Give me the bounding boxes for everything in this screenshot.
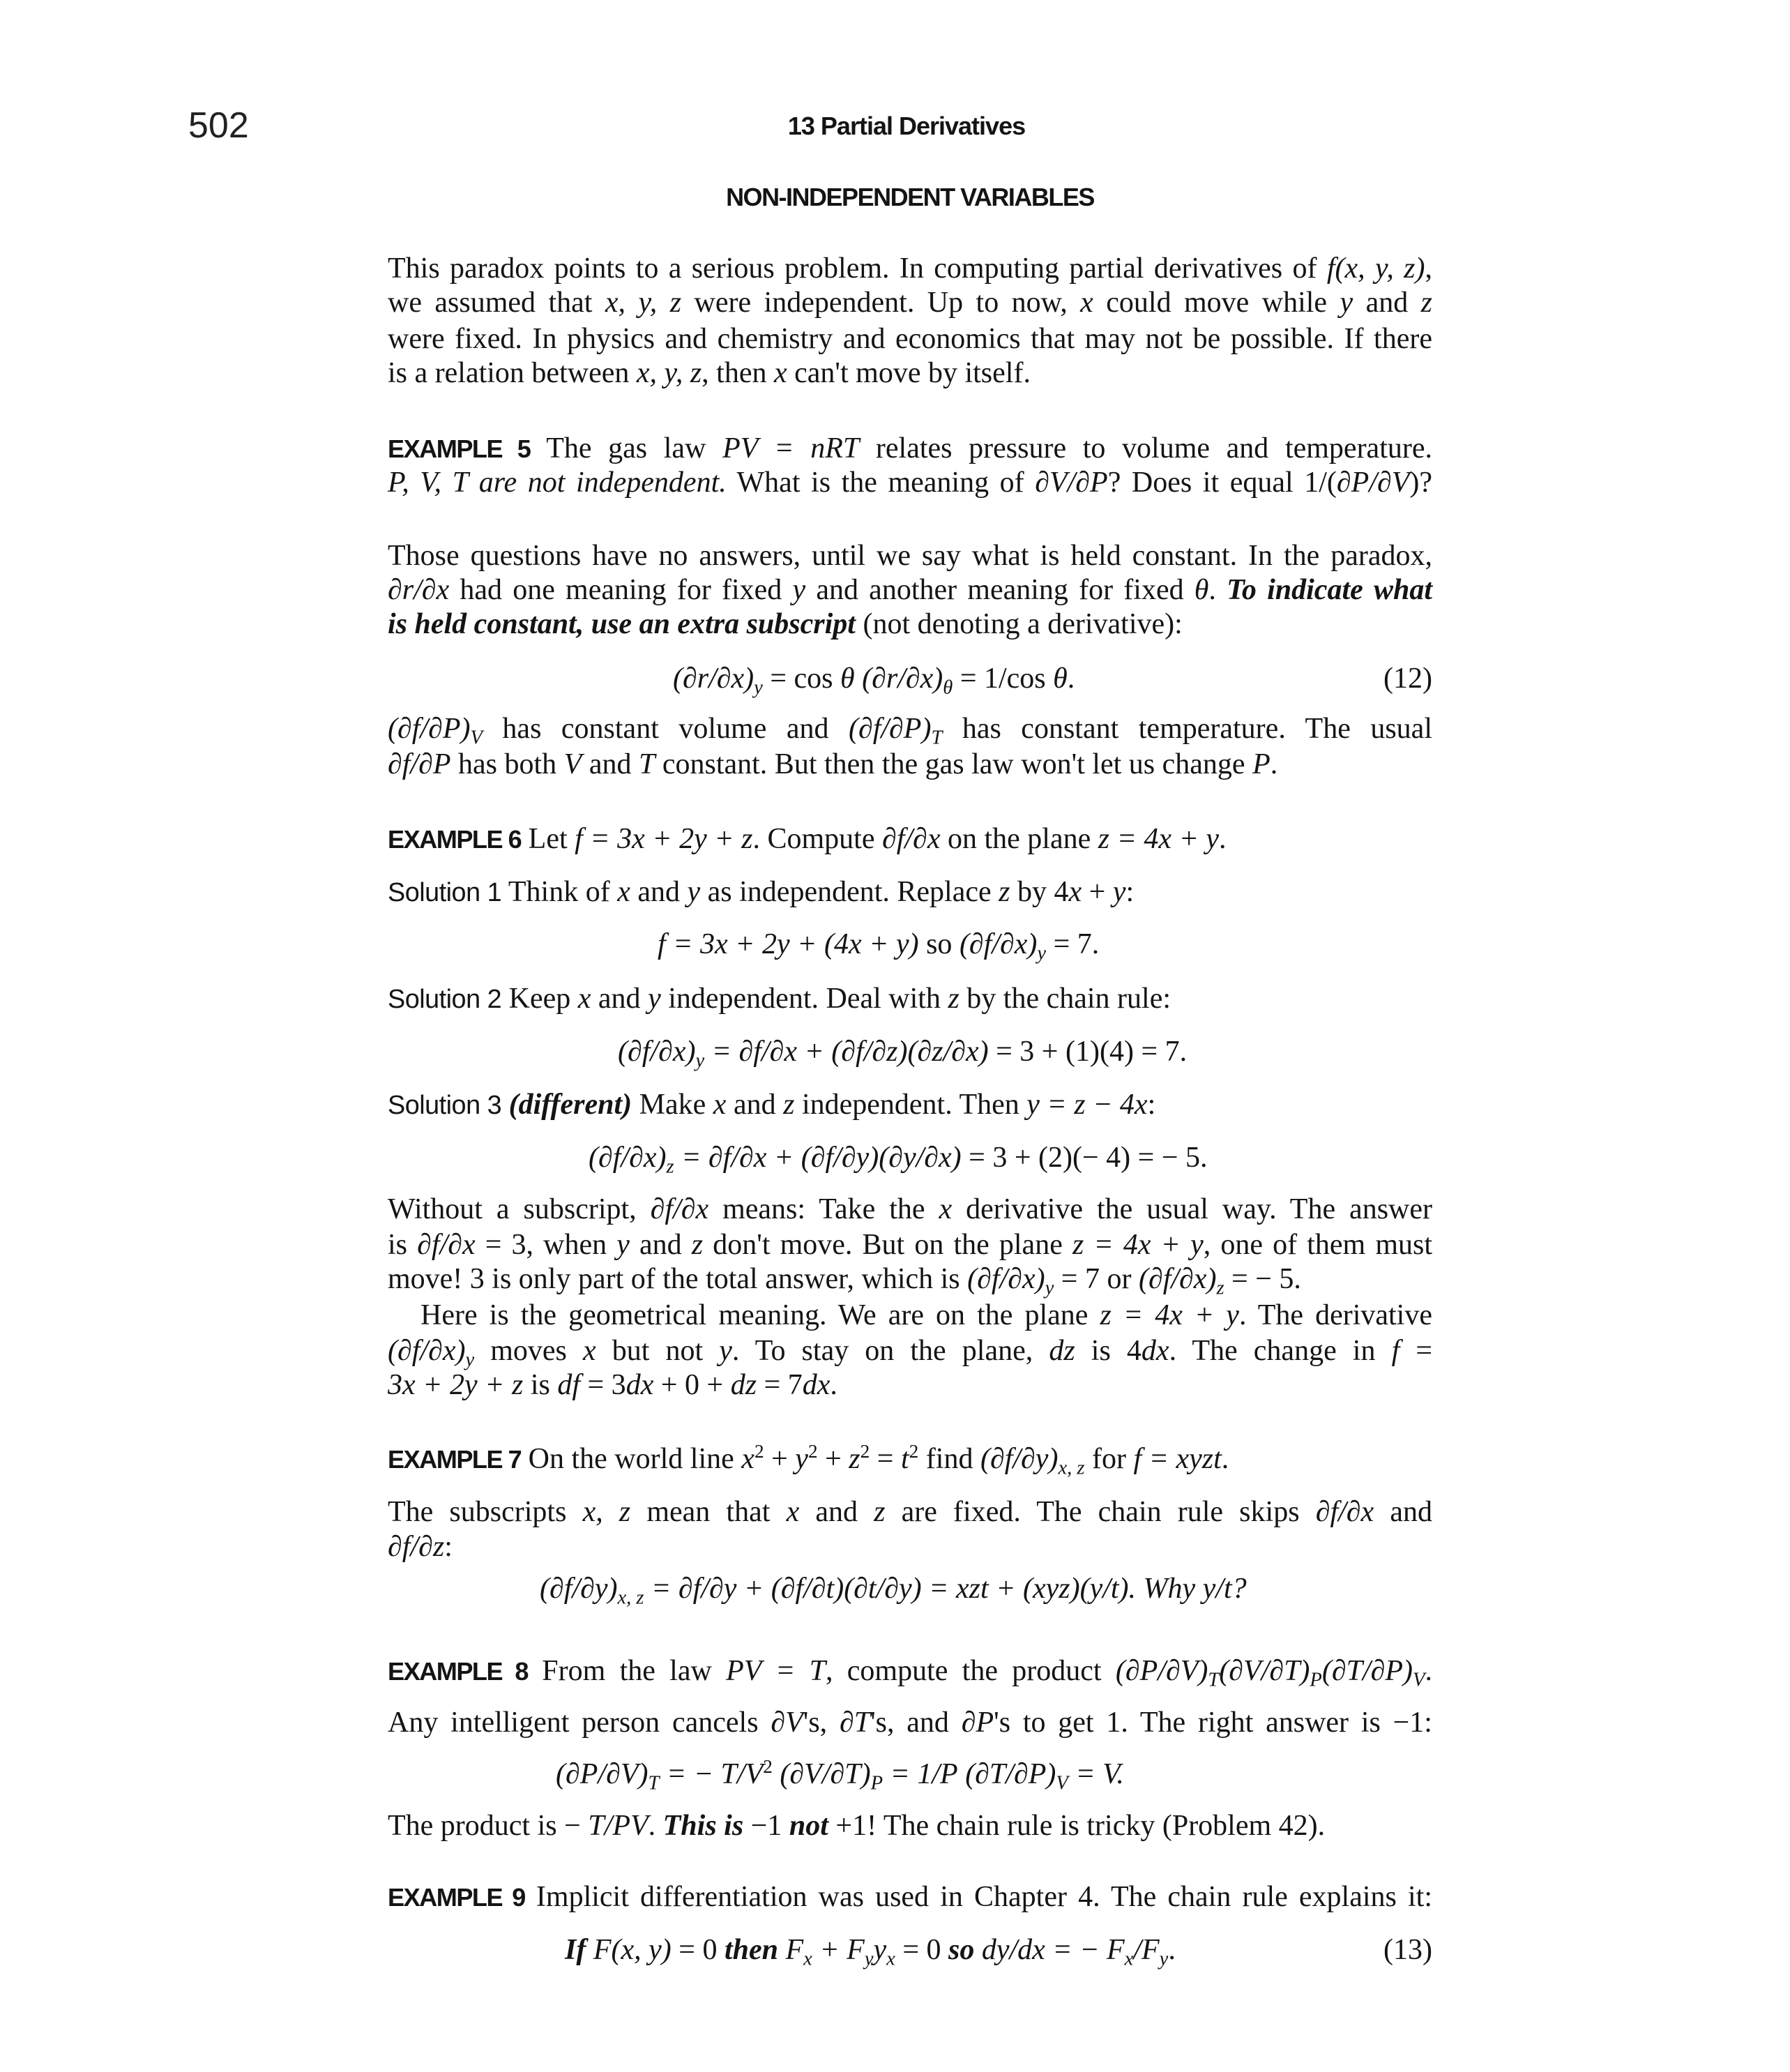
text-span: = V. xyxy=(1068,1758,1124,1790)
text-line xyxy=(388,1879,1432,1915)
text-line xyxy=(388,1367,1432,1403)
text-span: z = 4x + y xyxy=(1072,1229,1204,1261)
text-line xyxy=(388,464,1432,501)
text-line xyxy=(388,538,1432,574)
text-span: 3x + 2y + z xyxy=(388,1369,524,1401)
text-span: /F xyxy=(1133,1934,1160,1966)
text-span: dz xyxy=(730,1369,757,1401)
text-span: ∂T xyxy=(839,1707,871,1739)
text-span: z xyxy=(1420,287,1433,319)
text-span: +1! The chain rule is tricky (Problem 42). xyxy=(828,1810,1326,1842)
text-span: and xyxy=(726,1089,784,1121)
text-span: = 3 + (2)(− 4) = − 5. xyxy=(961,1142,1208,1174)
text-span: find xyxy=(918,1443,980,1475)
text-span: is a relation between xyxy=(388,357,637,389)
text-span: z xyxy=(1216,1277,1224,1299)
text-span: z xyxy=(874,1496,886,1528)
text-span: . The change in xyxy=(1169,1335,1392,1367)
text-span: Make xyxy=(632,1089,713,1121)
text-span: = 1/cos xyxy=(953,663,1054,695)
text-span: x xyxy=(786,1496,800,1528)
text-span: If xyxy=(565,1934,586,1966)
section-title: NON-INDEPENDENT VARIABLES xyxy=(726,183,1094,211)
text-span: Without a subscript, xyxy=(388,1193,651,1225)
text-span: + xyxy=(817,1443,849,1475)
text-span: (∂P/∂V) xyxy=(1115,1655,1208,1687)
text-span: ∂f/∂x xyxy=(417,1229,476,1261)
text-span: θ xyxy=(840,663,855,695)
text-span: = 0 xyxy=(895,1934,948,1966)
text-span: dx xyxy=(802,1369,830,1401)
equation-line xyxy=(565,1932,1176,1968)
text-line xyxy=(388,1227,1432,1263)
text-span: z xyxy=(999,876,1010,908)
text-span: x xyxy=(713,1089,727,1121)
text-span: (∂r/∂x) xyxy=(673,663,754,695)
text-span: T xyxy=(1208,1669,1220,1691)
text-span: y xyxy=(1045,1277,1054,1299)
text-span: z xyxy=(849,1443,860,1475)
text-span: dx xyxy=(625,1369,654,1401)
text-span: is 4 xyxy=(1075,1335,1141,1367)
text-span xyxy=(958,1758,966,1790)
text-span: independent. Deal with xyxy=(660,983,948,1015)
text-span: T xyxy=(931,727,943,749)
text-span: but not xyxy=(596,1335,720,1367)
text-span: (∂V/∂T) xyxy=(1219,1655,1310,1687)
text-span: (∂f/∂x) xyxy=(967,1263,1045,1295)
text-span: PV = T xyxy=(726,1655,826,1687)
text-span: PV = nRT xyxy=(722,432,860,464)
text-span: constant. But then the gas law won't let us change xyxy=(655,748,1253,780)
text-span: (∂T/∂P) xyxy=(965,1758,1056,1790)
text-span: and another meaning for fixed xyxy=(805,574,1194,606)
text-span: Implicit differentiation was used in Chapter 4. The chain rule explains it: xyxy=(524,1881,1432,1913)
text-span: y xyxy=(1112,876,1126,908)
text-span: )? xyxy=(1409,467,1432,499)
text-span: ∂f/∂x xyxy=(650,1193,709,1225)
text-span: dx xyxy=(1141,1335,1169,1367)
text-span: 's, xyxy=(803,1707,840,1739)
text-span: P xyxy=(870,1772,883,1794)
text-span: . xyxy=(648,1810,663,1842)
text-span: Here is the geometrical meaning. We are on the plane xyxy=(420,1299,1100,1331)
text-span: move! 3 is only part of the total answer, which is xyxy=(388,1263,968,1295)
text-span: This paradox points to a serious problem. In computing partial derivatives of xyxy=(388,252,1327,285)
text-span: by 4 xyxy=(1010,876,1069,908)
text-span: 2 xyxy=(909,1441,919,1462)
text-span: f = 3x + 2y + z xyxy=(575,823,753,855)
text-span: x, y, z xyxy=(605,287,682,319)
text-span: and xyxy=(799,1496,874,1528)
example-label: EXAMPLE 9 xyxy=(388,1883,525,1912)
text-span: not xyxy=(789,1810,828,1842)
text-span: can't move by itself. xyxy=(787,357,1031,389)
text-span: by the chain rule: xyxy=(959,983,1171,1015)
text-span: θ xyxy=(1053,663,1068,695)
text-span: f(x, y, z) xyxy=(1326,252,1425,285)
text-span: y xyxy=(795,1443,808,1475)
text-span: dy/dx = − F xyxy=(974,1934,1125,1966)
text-span: Any intelligent person cancels xyxy=(388,1707,771,1739)
text-span: (∂P/∂V) xyxy=(556,1758,649,1790)
text-span: x xyxy=(939,1193,953,1225)
text-span: −1 xyxy=(743,1810,789,1842)
text-line xyxy=(388,874,1432,910)
text-span: (∂f/∂P) xyxy=(388,713,471,745)
text-line xyxy=(388,1808,1432,1844)
text-line xyxy=(388,746,1432,782)
text-span: (∂f/∂y) xyxy=(540,1573,618,1605)
text-span: F xyxy=(778,1934,804,1966)
equation-line xyxy=(540,1571,1247,1607)
text-span: = 7. xyxy=(1046,928,1100,960)
text-span: is xyxy=(523,1369,558,1401)
text-span: This is xyxy=(662,1810,744,1842)
page-number: 502 xyxy=(188,105,249,146)
equation-line xyxy=(556,1756,1124,1792)
example-label: EXAMPLE 7 xyxy=(388,1445,522,1474)
text-span: t xyxy=(900,1443,909,1475)
text-span: . To stay on the plane, xyxy=(731,1335,1049,1367)
text-line xyxy=(388,1441,1432,1477)
text-span: y xyxy=(648,983,661,1015)
text-span: ∂r/∂x xyxy=(388,574,450,606)
text-span: . xyxy=(1219,823,1227,855)
text-line xyxy=(388,430,1432,467)
text-span: and xyxy=(582,748,639,780)
text-span: From the law xyxy=(527,1655,727,1687)
text-span: (∂f/∂P) xyxy=(848,713,932,745)
text-span: f xyxy=(1391,1335,1400,1367)
text-span: y xyxy=(754,676,763,699)
text-span: = ∂f/∂y + (∂f/∂t)(∂t/∂y) = xzt + (xyz)(y/t). Why y/t? xyxy=(644,1573,1247,1605)
text-span: = 7 xyxy=(757,1369,803,1401)
text-span: so xyxy=(918,928,960,960)
text-span: = 3, when xyxy=(475,1229,617,1261)
text-span: and xyxy=(1374,1496,1432,1528)
text-span: x xyxy=(1124,1948,1134,1970)
text-line xyxy=(388,1704,1432,1741)
text-span: . xyxy=(1208,574,1227,606)
text-span: = ∂f/∂x + (∂f/∂y)(∂y/∂x) xyxy=(674,1142,962,1174)
text-span: and xyxy=(630,876,688,908)
text-line xyxy=(388,250,1432,287)
text-span: V xyxy=(563,748,582,780)
text-span: y = z − 4x xyxy=(1026,1089,1148,1121)
text-span: then xyxy=(724,1934,778,1966)
text-span: f = xyzt xyxy=(1133,1443,1222,1475)
text-span: for xyxy=(1084,1443,1134,1475)
text-span: ∂f/∂x xyxy=(881,823,941,855)
text-span: (∂f/∂x) xyxy=(1138,1263,1217,1295)
text-span: (∂f/∂x) xyxy=(618,1036,696,1068)
text-span: + xyxy=(764,1443,796,1475)
text-span: were independent. Up to now, xyxy=(681,287,1081,319)
text-line xyxy=(388,1191,1432,1227)
text-span: has constant temperature. The usual xyxy=(942,713,1432,745)
text-span: ∂P/∂V xyxy=(1336,467,1410,499)
text-span: (∂r/∂x) xyxy=(854,663,943,695)
text-span: 2 xyxy=(860,1441,870,1462)
text-line xyxy=(388,606,1432,642)
text-span: x xyxy=(741,1443,754,1475)
text-span: z xyxy=(948,983,960,1015)
text-span: and xyxy=(629,1229,692,1261)
text-span: relates pressure to volume and temperature. xyxy=(859,432,1432,464)
text-span: P, V, T are not independent. xyxy=(388,467,727,499)
text-span: 's, and xyxy=(870,1707,962,1739)
text-line xyxy=(388,711,1432,747)
text-line xyxy=(420,1297,1432,1333)
text-span: = 7 or xyxy=(1054,1263,1139,1295)
text-span: y xyxy=(792,574,806,606)
text-span: = 0 xyxy=(671,1934,725,1966)
text-span: independent. Then xyxy=(794,1089,1027,1121)
equation-line xyxy=(658,926,1100,965)
text-span: has constant volume and xyxy=(482,713,849,745)
text-span: (∂f/∂y) xyxy=(980,1443,1059,1475)
text-span: , one of them must xyxy=(1203,1229,1433,1261)
text-span xyxy=(773,1758,780,1790)
text-span: . xyxy=(1221,1443,1229,1475)
text-span: and xyxy=(1353,287,1421,319)
text-span: : xyxy=(444,1531,453,1563)
text-span xyxy=(501,1089,509,1121)
text-span: 2 xyxy=(754,1441,764,1462)
text-span: . Compute xyxy=(752,823,882,855)
text-span: x xyxy=(803,1948,812,1970)
text-span: The subscripts xyxy=(388,1496,583,1528)
text-span: y xyxy=(687,876,701,908)
text-span: . xyxy=(830,1369,837,1401)
text-span: y xyxy=(873,1934,887,1966)
text-span: y xyxy=(1340,287,1353,319)
text-span: Think of xyxy=(501,876,618,908)
text-line xyxy=(388,1494,1432,1530)
text-span: y xyxy=(1037,942,1047,965)
text-span: x xyxy=(582,1335,596,1367)
text-span: (∂f/∂x) xyxy=(388,1335,466,1367)
text-span: x, z xyxy=(617,1587,644,1609)
text-span: P xyxy=(1310,1669,1322,1691)
example-label: EXAMPLE 8 xyxy=(388,1657,528,1686)
text-span: . xyxy=(1168,1934,1176,1966)
text-span: f = 3x + 2y + (4x + y) xyxy=(658,928,919,960)
text-span: V xyxy=(470,727,483,749)
text-span: = 3 xyxy=(580,1369,626,1401)
text-span: 2 xyxy=(763,1756,773,1777)
text-span: could move while xyxy=(1093,287,1340,319)
text-span: ? Does it equal 1/( xyxy=(1107,467,1337,499)
text-span: x xyxy=(773,357,787,389)
text-span: . xyxy=(1067,663,1075,695)
text-span: . xyxy=(1425,1655,1432,1687)
text-span: derivative the usual way. The answer xyxy=(952,1193,1433,1225)
text-span: y xyxy=(719,1335,732,1367)
text-span: y xyxy=(1159,1948,1169,1970)
text-line xyxy=(388,572,1432,608)
text-span: V xyxy=(1413,1669,1425,1691)
text-span: + 0 + xyxy=(653,1369,731,1401)
text-line xyxy=(388,1333,1432,1369)
text-line xyxy=(388,821,1432,857)
text-span: (different) xyxy=(508,1089,632,1121)
text-line xyxy=(388,1529,1432,1565)
text-span: x xyxy=(577,983,591,1015)
text-span: , xyxy=(1425,252,1433,285)
text-span: : xyxy=(1147,1089,1156,1121)
text-span: x, y, z xyxy=(636,357,702,389)
text-span: T xyxy=(648,1772,660,1794)
text-span: ∂f/∂x xyxy=(1315,1496,1374,1528)
text-span: + xyxy=(1082,876,1113,908)
text-span: x xyxy=(886,1948,895,1970)
text-line xyxy=(388,285,1432,321)
text-span: The product is − xyxy=(388,1810,589,1842)
equation-number: (12) xyxy=(1383,663,1432,695)
text-span: means: Take the xyxy=(708,1193,939,1225)
text-span: = xyxy=(870,1443,901,1475)
text-span: ∂f/∂P xyxy=(388,748,451,780)
text-span: y xyxy=(465,1349,475,1371)
equation-number: (13) xyxy=(1383,1934,1432,1966)
text-span: don't move. But on the plane xyxy=(703,1229,1072,1261)
text-span: , compute the product xyxy=(825,1655,1116,1687)
text-span: : xyxy=(1125,876,1135,908)
text-span: = ∂f/∂x + (∂f/∂z)(∂z/∂x) xyxy=(704,1036,989,1068)
text-span: On the world line xyxy=(521,1443,742,1475)
example-label: EXAMPLE 5 xyxy=(388,434,531,463)
text-span: = xyxy=(1400,1335,1433,1367)
text-span: mean that xyxy=(630,1496,787,1528)
text-span: + F xyxy=(812,1934,865,1966)
text-span: x, z xyxy=(1058,1457,1085,1479)
text-line xyxy=(388,355,1432,391)
text-span: ∂P xyxy=(961,1707,994,1739)
text-line xyxy=(388,981,1432,1017)
running-head: 13 Partial Derivatives xyxy=(787,112,1026,140)
text-line xyxy=(388,1261,1432,1297)
text-span: ∂f/∂z xyxy=(388,1531,445,1563)
text-span: z xyxy=(666,1156,674,1178)
text-span: y xyxy=(616,1229,630,1261)
text-span: x xyxy=(1068,876,1082,908)
text-span: Keep xyxy=(501,983,578,1015)
text-span: x, z xyxy=(582,1496,631,1528)
equation-line xyxy=(673,660,1075,697)
text-span: ∂V xyxy=(771,1707,803,1739)
text-span: = cos xyxy=(762,663,840,695)
text-span: are fixed. The chain rule skips xyxy=(885,1496,1316,1528)
text-span: (∂f/∂x) xyxy=(589,1142,667,1174)
text-line xyxy=(388,321,1432,357)
text-span: z xyxy=(691,1229,704,1261)
text-span: . The derivative xyxy=(1238,1299,1432,1331)
equation-line xyxy=(589,1140,1208,1176)
text-span: (not denoting a derivative): xyxy=(855,608,1183,640)
text-line xyxy=(388,1653,1432,1689)
text-span: 2 xyxy=(807,1441,818,1462)
text-span: x xyxy=(617,876,630,908)
solution-label: Solution 3 xyxy=(388,1091,502,1120)
text-span: = 3 + (1)(4) = 7. xyxy=(988,1036,1188,1068)
text-span: z = 4x + y xyxy=(1100,1299,1239,1331)
text-span: is held constant, use an extra subscript xyxy=(388,608,856,640)
text-span: θ xyxy=(1194,574,1209,606)
example-label: EXAMPLE 6 xyxy=(388,825,522,854)
text-span: x xyxy=(1080,287,1093,319)
text-span: and xyxy=(591,983,649,1015)
text-span: F(x, y) xyxy=(586,1934,672,1966)
text-line xyxy=(388,1087,1432,1123)
solution-label: Solution 1 xyxy=(388,878,502,907)
text-span: θ xyxy=(943,676,953,699)
text-span: is xyxy=(388,1229,418,1261)
text-span: (∂V/∂T) xyxy=(780,1758,871,1790)
text-span: were fixed. In physics and chemistry and economics that may not be possible. If there xyxy=(388,323,1432,355)
text-span: To indicate what xyxy=(1227,574,1432,606)
text-span: we assumed that xyxy=(388,287,605,319)
text-span: What is the meaning of xyxy=(726,467,1036,499)
text-span: = − 5. xyxy=(1224,1263,1301,1295)
text-span: z = 4x + y xyxy=(1098,823,1220,855)
text-span: ∂V/∂P xyxy=(1035,467,1108,499)
text-span: Those questions have no answers, until we say what is held constant. In the paradox, xyxy=(388,540,1432,572)
text-span: has both xyxy=(450,748,564,780)
text-span: (∂T/∂P) xyxy=(1321,1655,1413,1687)
text-span: T xyxy=(638,748,655,780)
text-span: = − T/V xyxy=(659,1758,764,1790)
text-span: df xyxy=(557,1369,580,1401)
text-span: y xyxy=(864,1948,874,1970)
solution-label: Solution 2 xyxy=(388,985,502,1014)
text-span: moves xyxy=(474,1335,583,1367)
text-span: y xyxy=(695,1050,705,1072)
text-span: = 1/P xyxy=(883,1758,958,1790)
text-span: Let xyxy=(521,823,575,855)
text-span: had one meaning for fixed xyxy=(449,574,793,606)
text-span: (∂f/∂x) xyxy=(959,928,1038,960)
text-span: dz xyxy=(1049,1335,1075,1367)
text-span: so xyxy=(948,1934,975,1966)
text-span: P xyxy=(1252,748,1271,780)
text-span: V xyxy=(1056,1772,1068,1794)
text-span: z xyxy=(783,1089,795,1121)
text-span: on the plane xyxy=(940,823,1098,855)
text-span: . xyxy=(1270,748,1278,780)
text-span: as independent. Replace xyxy=(700,876,999,908)
text-span: , then xyxy=(701,357,774,389)
text-span: 's to get 1. The right answer is −1: xyxy=(994,1707,1432,1739)
text-span: The gas law xyxy=(530,432,723,464)
text-span: T/PV xyxy=(588,1810,649,1842)
equation-line xyxy=(618,1034,1187,1070)
